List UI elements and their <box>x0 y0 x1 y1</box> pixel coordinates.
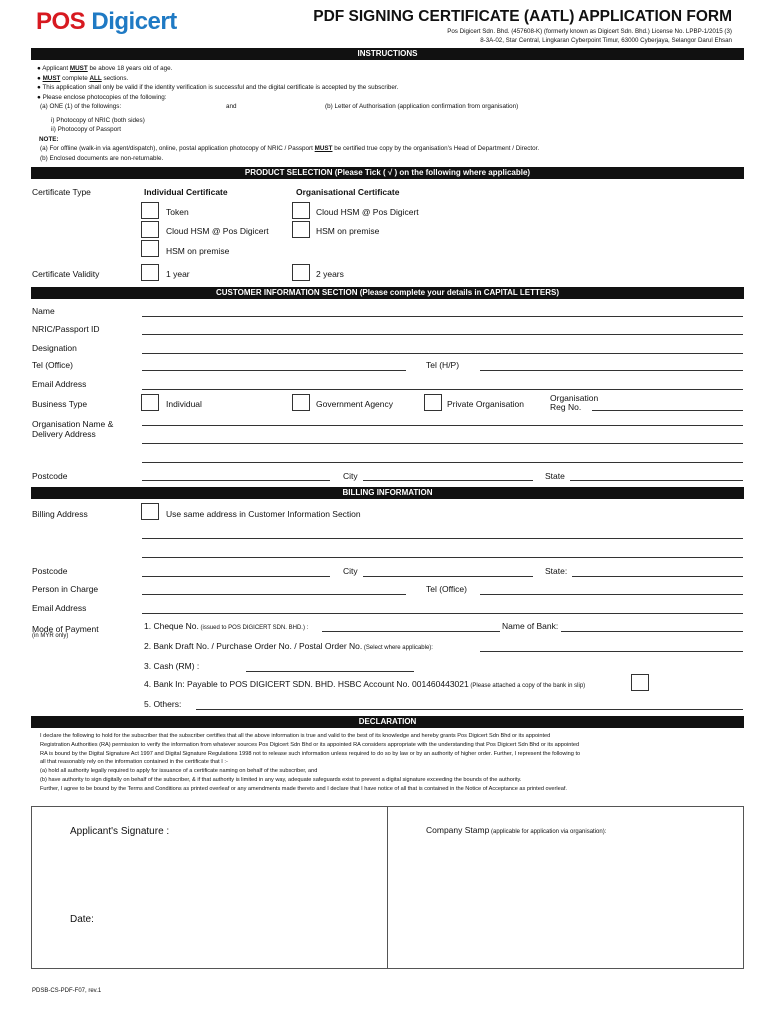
cash-label: 3. Cash (RM) : <box>144 661 200 671</box>
state-label: State <box>545 471 565 481</box>
date-label: Date: <box>70 914 94 925</box>
org-cloud-hsm-label: Cloud HSM @ Pos Digicert <box>316 207 419 217</box>
payment-mode-note: (in MYR only) <box>32 633 69 639</box>
same-address-label: Use same address in Customer Information Section <box>166 509 361 519</box>
ind-cloud-hsm-label: Cloud HSM @ Pos Digicert <box>166 226 269 236</box>
billing-heading: BILLING INFORMATION <box>31 487 744 499</box>
instruction-a-line: (a) ONE (1) of the followings: and (b) Letter of Authorisation (application confirmation from organisation) <box>40 103 519 110</box>
bank-in-label: 4. Bank In: Payable to POS DIGICERT SDN. BHD. HSBC Account No. 001460443021 (Please attached a copy of the bank in slip) <box>144 679 586 689</box>
ind-cloud-hsm-checkbox[interactable] <box>141 221 159 238</box>
tel-hp-field[interactable] <box>480 370 743 371</box>
org-address-line-1[interactable] <box>142 425 743 426</box>
org-address-line-3[interactable] <box>142 462 743 463</box>
cash-field[interactable] <box>246 671 414 672</box>
declaration-heading: DECLARATION <box>31 716 744 728</box>
billing-state-field[interactable] <box>572 576 743 577</box>
logo-pos-text: POS <box>36 8 86 35</box>
state-field[interactable] <box>570 480 743 481</box>
customer-heading: CUSTOMER INFORMATION SECTION (Please complete your details in CAPITAL LETTERS) <box>31 287 744 299</box>
instruction-bullet-2: ● MUST complete ALL sections. <box>37 74 129 82</box>
nric-label: NRIC/Passport ID <box>32 324 100 334</box>
company-logo <box>36 8 177 36</box>
billing-address-line-1[interactable] <box>142 538 743 539</box>
declaration-line: all that reasonably rely on the information contained in the certificate that I :- <box>40 759 228 766</box>
form-code: PDSB-CS-PDF-F07, rev.1 <box>32 988 102 994</box>
org-hsm-premise-label: HSM on premise <box>316 226 380 236</box>
bank-name-field[interactable] <box>561 631 743 632</box>
private-organisation-label: Private Organisation <box>447 399 525 409</box>
government-agency-checkbox[interactable] <box>292 394 310 411</box>
individual-certificate-label: Individual Certificate <box>144 187 228 197</box>
business-individual-label: Individual <box>166 399 202 409</box>
two-years-label: 2 years <box>316 269 344 279</box>
product-heading: PRODUCT SELECTION (Please Tick ( √ ) on the following where applicable) <box>31 167 744 179</box>
note-b: (b) Enclosed documents are non-returnable. <box>40 154 164 162</box>
person-in-charge-field[interactable] <box>142 594 406 595</box>
org-address-line-2[interactable] <box>142 443 743 444</box>
instruction-bullet-4: ● Please enclose photocopies of the following: <box>37 93 167 101</box>
cheque-field[interactable] <box>322 631 500 632</box>
org-hsm-premise-checkbox[interactable] <box>292 221 310 238</box>
company-line: Pos Digicert Sdn. Bhd. (457608-K) (formerly known as Digicert Sdn. Bhd.) License No. LPBP-1/2015 (3) <box>447 28 732 35</box>
declaration-line: I declare the following to hold for the subscriber that the subscriber certifies that all the above information is true and valid to the best of its knowledge and hereby grants Pos Digicert Sdn Bhd or its appointed <box>40 733 551 739</box>
address-line: 8-3A-02, Star Central, Lingkaran Cyberpoint Timur, 63000 Cyberjaya, Selangor Darul Ehsan <box>480 37 732 44</box>
others-field[interactable] <box>196 709 743 710</box>
email-field[interactable] <box>142 389 743 390</box>
billing-city-label: City <box>343 566 358 576</box>
declaration-text <box>40 732 580 794</box>
one-year-checkbox[interactable] <box>141 264 159 281</box>
token-label: Token <box>166 207 189 217</box>
business-type-label: Business Type <box>32 399 88 409</box>
token-checkbox[interactable] <box>141 202 159 219</box>
applicant-signature-label: Applicant's Signature : <box>70 826 170 837</box>
tel-office-label: Tel (Office) <box>32 360 73 370</box>
billing-address-line-2[interactable] <box>142 557 743 558</box>
instruction-ii-line: ii) Photocopy of Passport <box>51 126 122 133</box>
declaration-line: Registration Authorities (RA) permission to verify the information from whatever sources Pos Digicert Sdn Bhd or its appointed RA considers appropriate with the understanding that Pos Digicert Sdn Bhd or its appointed <box>40 741 580 748</box>
instructions-body <box>37 64 539 163</box>
ind-hsm-premise-label: HSM on premise <box>166 246 230 256</box>
billing-tel-office-field[interactable] <box>480 594 743 595</box>
billing-email-label: Email Address <box>32 603 87 613</box>
email-label: Email Address <box>32 379 87 389</box>
person-in-charge-label: Person in Charge <box>32 584 99 594</box>
designation-field[interactable] <box>142 353 743 354</box>
one-year-label: 1 year <box>166 269 190 279</box>
billing-state-label: State: <box>545 566 568 576</box>
city-label: City <box>343 471 358 481</box>
city-field[interactable] <box>363 480 533 481</box>
cheque-label: 1. Cheque No. (issued to POS DIGICERT SDN. BHD.) : <box>144 621 309 631</box>
bank-draft-label: 2. Bank Draft No. / Purchase Order No. / Postal Order No. (Select where applicable): <box>144 641 433 651</box>
declaration-line: Further, I agree to be bound by the Terms and Conditions as printed overleaf or any amendments made thereto and I declare that I have notice of all that is contained in the Notice of Acceptance as printed overleaf. <box>40 785 567 792</box>
private-organisation-checkbox[interactable] <box>424 394 442 411</box>
bank-draft-field[interactable] <box>480 651 743 652</box>
tel-hp-label: Tel (H/P) <box>426 360 460 370</box>
note-a: (a) For offline (walk-in via agent/dispatch), online, postal application photocopy of NRIC / Passport MUST be certified true copy by the organisation's Head of Department / Director. <box>40 145 540 152</box>
org-cloud-hsm-checkbox[interactable] <box>292 202 310 219</box>
instruction-bullet-1: ● Applicant MUST be above 18 years old of age. <box>37 65 173 72</box>
instructions-heading: INSTRUCTIONS <box>31 48 744 60</box>
certificate-type-label: Certificate Type <box>32 187 91 197</box>
same-address-checkbox[interactable] <box>141 503 159 520</box>
instruction-i-line: i) Photocopy of NRIC (both sides) <box>51 116 145 124</box>
billing-email-field[interactable] <box>142 613 743 614</box>
org-reg-field[interactable] <box>592 410 743 411</box>
declaration-line: RA is bound by the Digital Signature Act 1997 and Digital Signature Regulations 1998 not to release such information unless required to do so by law or by an authority of higher order. Further, I represent the following to <box>40 750 581 757</box>
organisational-certificate-label: Organisational Certificate <box>296 187 400 197</box>
org-name-label: Organisation Name & Delivery Address <box>32 419 114 439</box>
two-years-checkbox[interactable] <box>292 264 310 281</box>
designation-label: Designation <box>32 343 77 353</box>
name-label: Name <box>32 306 55 316</box>
billing-address-label: Billing Address <box>32 509 88 519</box>
org-reg-label: Organisation Reg No. <box>550 393 599 412</box>
declaration-line: (a) hold all authority legally required to apply for issuance of a certificate naming on behalf of the subscriber, and <box>40 768 318 775</box>
billing-postcode-field[interactable] <box>142 576 330 577</box>
instruction-bullet-3: ● This application shall only be valid if the identity verification is successful and the digital certificate is accepted by the subscriber. <box>37 84 399 91</box>
bank-in-checkbox[interactable] <box>631 674 649 691</box>
ind-hsm-premise-checkbox[interactable] <box>141 240 159 257</box>
logo-digicert-text: Digicert <box>91 8 177 35</box>
note-label: NOTE: <box>39 135 59 143</box>
bank-name-label: Name of Bank: <box>502 621 559 631</box>
billing-city-field[interactable] <box>363 576 533 577</box>
billing-postcode-label: Postcode <box>32 566 68 576</box>
business-individual-checkbox[interactable] <box>141 394 159 411</box>
government-agency-label: Government Agency <box>316 399 394 409</box>
tel-office-field[interactable] <box>142 370 406 371</box>
nric-field[interactable] <box>142 334 743 335</box>
payment-mode-label: Mode of Payment <box>32 624 99 634</box>
others-label: 5. Others: <box>144 699 182 709</box>
postcode-field[interactable] <box>142 480 330 481</box>
name-field[interactable] <box>142 316 743 317</box>
form-title: PDF SIGNING CERTIFICATE (AATL) APPLICATION FORM <box>313 8 732 25</box>
company-stamp-label: Company Stamp (applicable for application via organisation): <box>426 825 607 835</box>
declaration-line: (b) have authority to sign digitally on behalf of the subscriber, & if that authority is limited in any way, adequate safeguards exist to prevent a digital signature exceeding the bounds of the authority. <box>40 776 522 783</box>
certificate-validity-label: Certificate Validity <box>32 269 100 279</box>
billing-tel-office-label: Tel (Office) <box>426 584 467 594</box>
postcode-label: Postcode <box>32 471 68 481</box>
